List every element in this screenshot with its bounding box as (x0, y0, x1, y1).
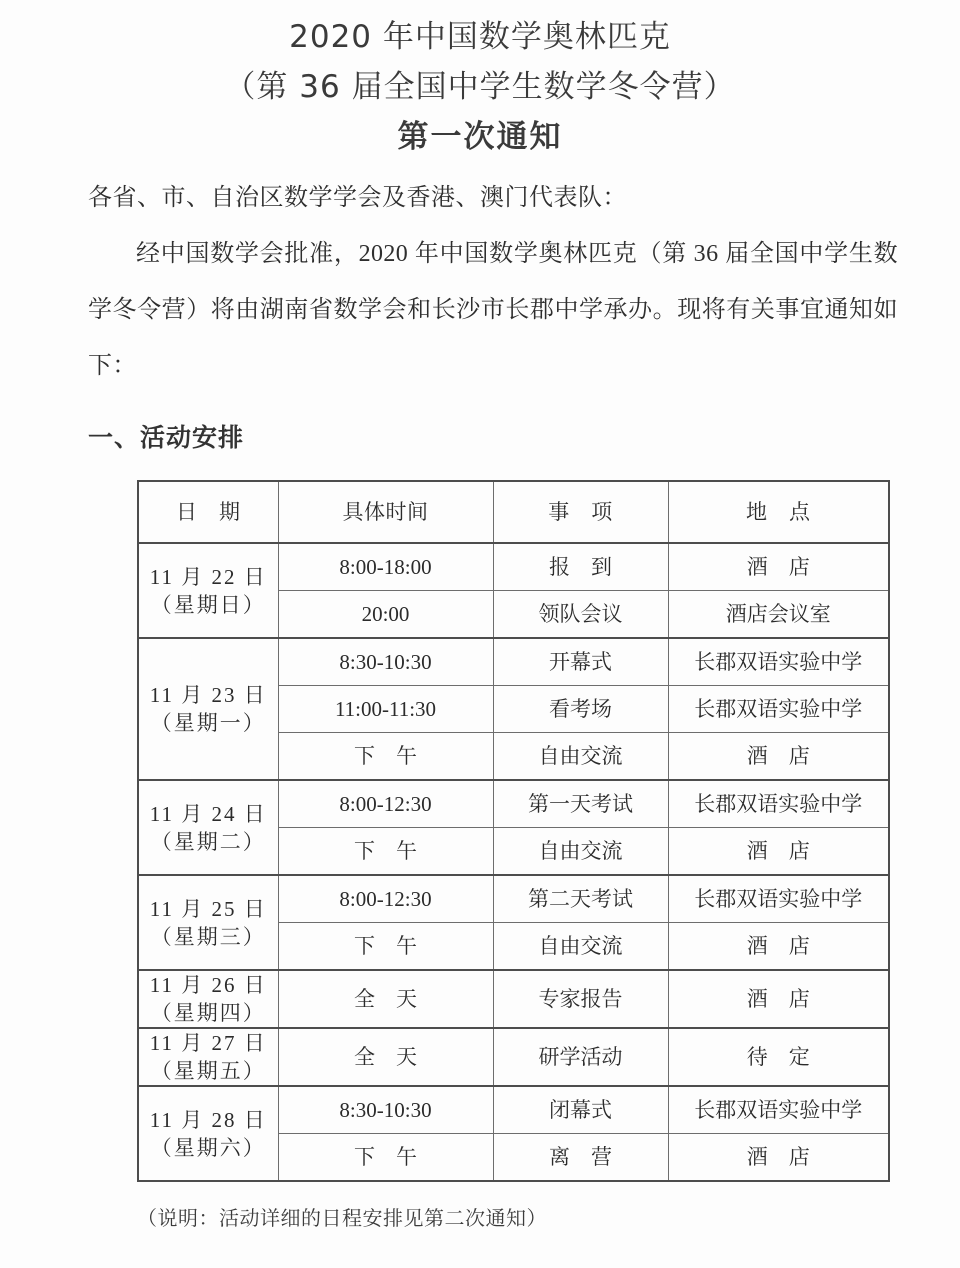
cell-item: 自由交流 (493, 828, 668, 876)
date-weekday: （星期六） (150, 1135, 266, 1160)
cell-time: 全 天 (278, 1028, 493, 1086)
cell-place: 长郡双语实验中学 (668, 638, 889, 686)
date-day: 11 月 24 日 (149, 801, 267, 826)
cell-time: 8:30-10:30 (278, 638, 493, 686)
cell-item: 自由交流 (493, 733, 668, 781)
table-row (138, 875, 889, 923)
title-line-1: 2020 年中国数学奥林匹克 (289, 19, 671, 55)
column-header-date: 日 期 (138, 481, 278, 543)
intro-paragraph: 经中国数学会批准，2020 年中国数学奥林匹克（第 36 届全国中学生数学冬令营）将由湖南省数学会和长沙市长郡中学承办。现将有关事宜通知如下： (88, 241, 898, 379)
table-header-row (138, 481, 889, 543)
table-row (138, 970, 889, 1028)
cell-date (138, 1086, 278, 1181)
cell-place: 长郡双语实验中学 (668, 686, 889, 733)
cell-item: 第二天考试 (493, 875, 668, 923)
cell-place: 待 定 (668, 1028, 889, 1086)
cell-time: 11:00-11:30 (278, 686, 493, 733)
cell-date (138, 543, 278, 638)
cell-time: 下 午 (278, 1134, 493, 1182)
cell-item: 专家报告 (493, 970, 668, 1028)
table-row (138, 543, 889, 591)
cell-place: 长郡双语实验中学 (668, 875, 889, 923)
title-line-2: （第 36 届全国中学生数学冬令营） (224, 69, 736, 105)
date-day: 11 月 25 日 (149, 896, 267, 921)
cell-time: 下 午 (278, 828, 493, 876)
cell-date (138, 875, 278, 970)
cell-time: 全 天 (278, 970, 493, 1028)
title-line-3: 第一次通知 (397, 119, 563, 155)
cell-place: 酒 店 (668, 543, 889, 591)
schedule-table-body (138, 543, 889, 1181)
schedule-table-head (138, 481, 889, 543)
table-row (138, 1086, 889, 1134)
table-row (138, 780, 889, 828)
cell-place: 酒 店 (668, 828, 889, 876)
date-day: 11 月 27 日 (149, 1031, 267, 1055)
cell-item: 离 营 (493, 1134, 668, 1182)
cell-place: 酒 店 (668, 923, 889, 971)
addressee-line: 各省、市、自治区数学学会及香港、澳门代表队： (88, 185, 627, 211)
cell-time: 下 午 (278, 733, 493, 781)
date-day: 11 月 22 日 (149, 564, 267, 589)
cell-place: 长郡双语实验中学 (668, 1086, 889, 1134)
cell-time: 下 午 (278, 923, 493, 971)
cell-item: 自由交流 (493, 923, 668, 971)
document-title-block (0, 0, 960, 162)
cell-time: 8:30-10:30 (278, 1086, 493, 1134)
cell-date (138, 1028, 278, 1086)
cell-time: 20:00 (278, 591, 493, 639)
date-day: 11 月 26 日 (149, 973, 267, 997)
column-header-time: 具体时间 (278, 481, 493, 543)
date-weekday: （星期二） (150, 829, 266, 854)
document-body (0, 162, 960, 394)
cell-place: 长郡双语实验中学 (668, 780, 889, 828)
schedule-footnote: （说明：活动详细的日程安排见第二次通知） (137, 1208, 547, 1230)
date-weekday: （星期四） (150, 1001, 266, 1025)
cell-item: 领队会议 (493, 591, 668, 639)
column-header-place: 地 点 (668, 481, 889, 543)
table-row (138, 638, 889, 686)
cell-item: 看考场 (493, 686, 668, 733)
schedule-table (137, 480, 890, 1182)
cell-date (138, 638, 278, 780)
section-heading-activity-schedule: 一、活动安排 (88, 423, 245, 452)
date-day: 11 月 28 日 (149, 1107, 267, 1132)
date-weekday: （星期一） (150, 711, 266, 735)
cell-item: 报 到 (493, 543, 668, 591)
date-weekday: （星期三） (150, 924, 266, 949)
column-header-item: 事 项 (493, 481, 668, 543)
cell-place: 酒 店 (668, 1134, 889, 1182)
cell-place: 酒店会议室 (668, 591, 889, 639)
cell-item: 第一天考试 (493, 780, 668, 828)
cell-item: 研学活动 (493, 1028, 668, 1086)
date-weekday: （星期日） (150, 592, 266, 617)
table-row (138, 1028, 889, 1086)
schedule-table-wrapper (137, 480, 888, 1182)
cell-place: 酒 店 (668, 733, 889, 781)
cell-item: 开幕式 (493, 638, 668, 686)
cell-date (138, 780, 278, 875)
cell-time: 8:00-18:00 (278, 543, 493, 591)
cell-date (138, 970, 278, 1028)
cell-item: 闭幕式 (493, 1086, 668, 1134)
date-day: 11 月 23 日 (149, 683, 267, 707)
date-weekday: （星期五） (150, 1059, 266, 1083)
cell-place: 酒 店 (668, 970, 889, 1028)
cell-time: 8:00-12:30 (278, 875, 493, 923)
cell-time: 8:00-12:30 (278, 780, 493, 828)
